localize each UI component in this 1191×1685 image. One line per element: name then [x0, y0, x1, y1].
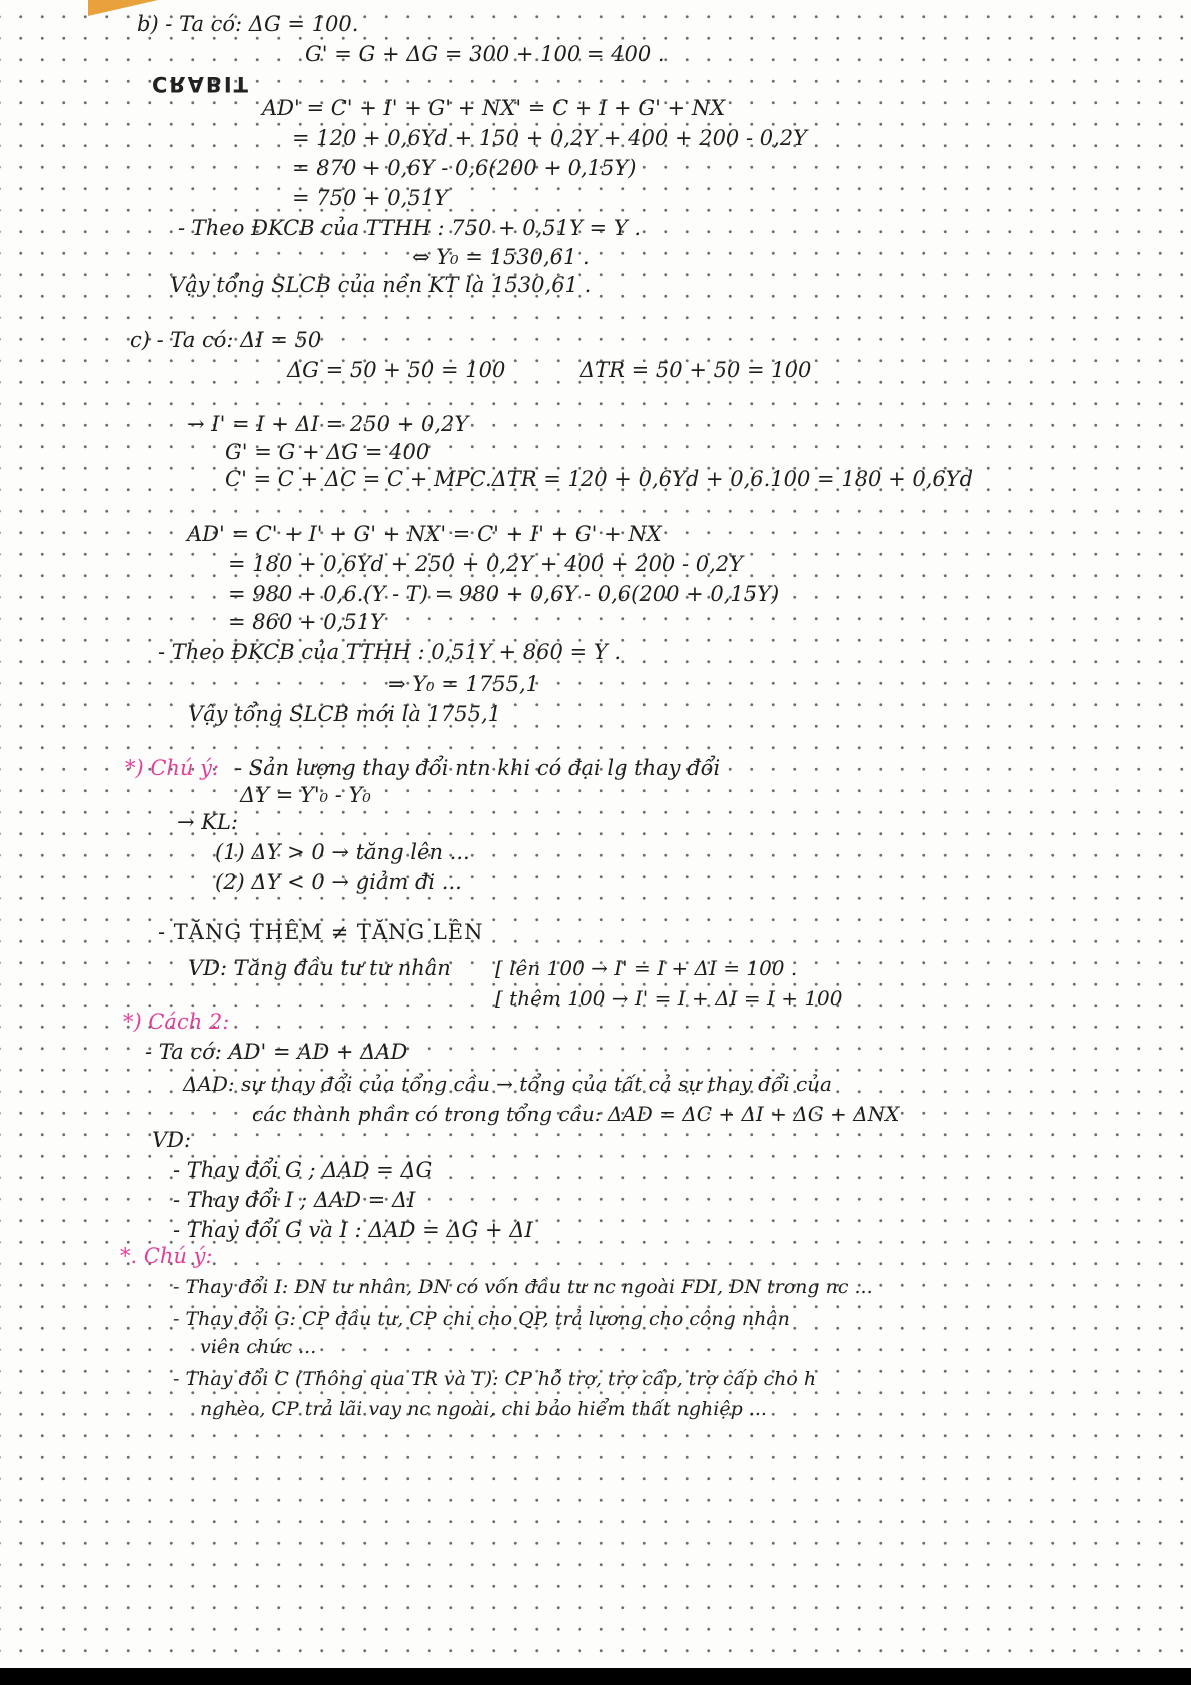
- note-2-item-i: - Thay đổi I: DN tư nhân, DN có vốn đầu tư nc ngoài FDI, DN trong nc ...: [173, 1276, 873, 1298]
- increase-heading: - TĂNG THÊM ≠ TĂNG LÊN: [158, 920, 484, 944]
- part-b-y0: ⇔ Y₀ = 1530,61 .: [412, 245, 590, 269]
- part-b-ad-line-3: = 870 + 0,6Y - 0,6(200 + 0,15Y): [292, 156, 637, 180]
- method-2-example-i: - Thay đổi I ; ΔAD = ΔI: [173, 1188, 416, 1212]
- part-c-conclusion: Vậy tổng SLCB mới là 1755,1: [188, 702, 502, 726]
- part-c-ad-line-3: = 980 + 0,6.(Y - T) = 980 + 0,6Y - 0,6(200 + 0,15Y): [228, 582, 780, 606]
- part-b-heading: b) - Ta có: ΔG = 100.: [137, 12, 359, 36]
- part-b-equilibrium: - Theo ĐKCB của TTHH : 750 + 0,51Y = Y .: [178, 216, 642, 240]
- kl-item-2: (2) ΔY < 0 → giảm đi ...: [215, 870, 462, 894]
- example-increase-to: [ lên 100 → I' = I + ΔI = 100 .: [495, 956, 798, 980]
- part-b-conclusion: Vậy tổng SLCB của nền KT là 1530,61 .: [170, 273, 592, 297]
- method-2-example-label: VD:: [152, 1128, 192, 1152]
- part-b-g-prime: G' = G + ΔG = 300 + 100 = 400 .: [305, 42, 665, 66]
- part-c-delta-tr: ΔTR = 50 + 50 = 100: [580, 358, 812, 382]
- example-label: VD: Tăng đầu tư tư nhân: [188, 956, 451, 980]
- bottom-black-bar: [0, 1668, 1191, 1685]
- note-2-item-g-line-1: - Thay đổi G: CP đầu tư, CP chi cho QP, trả lương cho công nhân: [173, 1308, 790, 1330]
- part-c-g-prime: G' = G + ΔG = 400: [225, 440, 430, 464]
- note-label: *) Chú ý:: [125, 756, 220, 780]
- part-c-c-prime: C' = C + ΔC = C + MPC.ΔTR = 120 + 0,6Yd + 0,6.100 = 180 + 0,6Yd: [225, 467, 974, 491]
- note-text: - Sản lượng thay đổi ntn khi có đại lg thay đổi: [235, 756, 721, 780]
- part-b-ad-line-1: AD' = C' + I' + G' + NX' = C + I + G' + NX: [262, 96, 726, 120]
- part-c-delta-g: ΔG = 50 + 50 = 100: [287, 358, 506, 382]
- kl-label: → KL:: [177, 810, 238, 834]
- note-2-item-g-line-2: viên chức ...: [200, 1336, 317, 1358]
- method-2-formula: - Ta có: AD' = AD + ΔAD: [145, 1040, 408, 1064]
- part-c-heading: c) - Ta có: ΔI = 50: [130, 328, 322, 352]
- part-b-ad-line-2: = 120 + 0,6Yd + 150 + 0,2Y + 400 + 200 - 0,2Y: [292, 126, 808, 150]
- method-2-heading: *) Cách 2:: [123, 1010, 230, 1034]
- part-c-equilibrium: - Theo ĐKCB của TTHH : 0,51Y + 860 = Y .: [158, 640, 622, 664]
- note-delta-y: ΔY = Y'₀ - Y₀: [240, 783, 371, 807]
- method-2-example-g: - Thay đổi G ; ΔAD = ΔG: [173, 1158, 433, 1182]
- brand-watermark: CRABIT: [152, 72, 250, 96]
- method-2-example-g-and-i: - Thay đổi G và I : ΔAD = ΔG + ΔI: [173, 1218, 533, 1242]
- method-2-def-line-1: ΔAD: sự thay đổi của tổng cầu → tổng của tất cả sự thay đổi của: [183, 1072, 832, 1096]
- note-2-label: *. Chú ý:: [120, 1244, 213, 1268]
- method-2-def-line-2: các thành phần có trong tổng cầu: ΔAD = ΔC + ΔI + ΔG + ΔNX: [252, 1102, 900, 1126]
- part-b-ad-line-4: = 750 + 0,51Y: [292, 186, 448, 210]
- part-c-ad-line-2: = 180 + 0,6Yd + 250 + 0,2Y + 400 + 200 - 0,2Y: [228, 552, 744, 576]
- part-c-y0: ⇒ Y₀ = 1755,1: [388, 672, 539, 696]
- part-c-ad-line-4: = 860 + 0,51Y: [228, 610, 384, 634]
- note-2-item-c-line-1: - Thay đổi C (Thông qua TR và T): CP hỗ trợ, trợ cấp, trợ cấp cho h: [173, 1368, 817, 1390]
- part-c-ad-line-1: AD' = C' + I' + G' + NX' = C' + I' + G' + NX: [187, 522, 662, 546]
- kl-item-1: (1) ΔY > 0 → tăng lên ...: [215, 840, 470, 864]
- example-increase-by: [ thêm 100 → I' = I + ΔI = I + 100: [495, 986, 843, 1010]
- part-c-i-prime: → I' = I + ΔI = 250 + 0,2Y: [187, 412, 469, 436]
- note-2-item-c-line-2: nghèo, CP trả lãi vay nc ngoài, chi bảo hiểm thất nghiệp ...: [200, 1398, 767, 1420]
